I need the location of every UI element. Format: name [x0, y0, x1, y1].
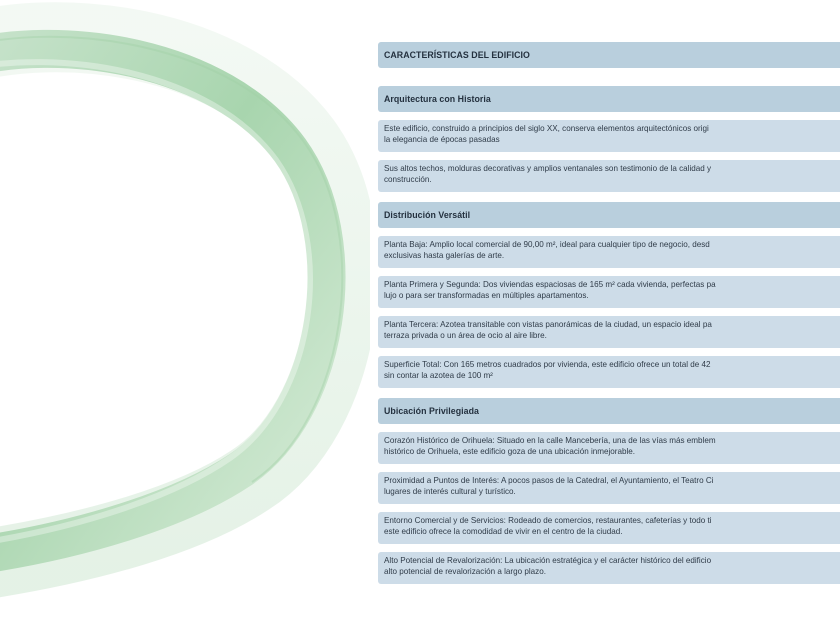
paragraph: Este edificio, construido a principios del siglo XX, conserva elementos arquitectónicos origi la elegancia de épocas pasadas	[378, 120, 840, 152]
document-title: CARACTERÍSTICAS DEL EDIFICIO	[378, 42, 840, 68]
paragraph: Corazón Histórico de Orihuela: Situado en la calle Mancebería, una de las vías más emblem histórico de Orihuela, este edificio goza de una ubicación inmejorable.	[378, 432, 840, 464]
paragraph: Superficie Total: Con 165 metros cuadrados por vivienda, este edificio ofrece un total de 42 sin contar la azotea de 100 m²	[378, 356, 840, 388]
paragraph: Alto Potencial de Revalorización: La ubicación estratégica y el carácter histórico del edificio alto potencial de revalorización a largo plazo.	[378, 552, 840, 584]
section-heading: Distribución Versátil	[378, 202, 840, 228]
paragraph: Planta Baja: Amplio local comercial de 90,00 m², ideal para cualquier tipo de negocio, desd exclusivas hasta galerías de arte.	[378, 236, 840, 268]
paragraph: Entorno Comercial y de Servicios: Rodeado de comercios, restaurantes, cafeterías y todo ti este edificio ofrece la comodidad de vivir en el centro de la ciudad.	[378, 512, 840, 544]
paragraph: Proximidad a Puntos de Interés: A pocos pasos de la Catedral, el Ayuntamiento, el Teatro Ci lugares de interés cultural y turístico.	[378, 472, 840, 504]
paragraph: Sus altos techos, molduras decorativas y amplios ventanales son testimonio de la calidad y construcción.	[378, 160, 840, 192]
paragraph: Planta Tercera: Azotea transitable con vistas panorámicas de la ciudad, un espacio ideal pa terraza privada o un área de ocio al aire libre.	[378, 316, 840, 348]
paragraph: Planta Primera y Segunda: Dos viviendas espaciosas de 165 m² cada vivienda, perfectas pa lujo o para ser transformadas en múltiples apartamentos.	[378, 276, 840, 308]
section-heading: Ubicación Privilegiada	[378, 398, 840, 424]
decorative-ring-graphic	[0, 0, 370, 630]
section-heading: Arquitectura con Historia	[378, 86, 840, 112]
building-features-panel	[378, 42, 840, 592]
